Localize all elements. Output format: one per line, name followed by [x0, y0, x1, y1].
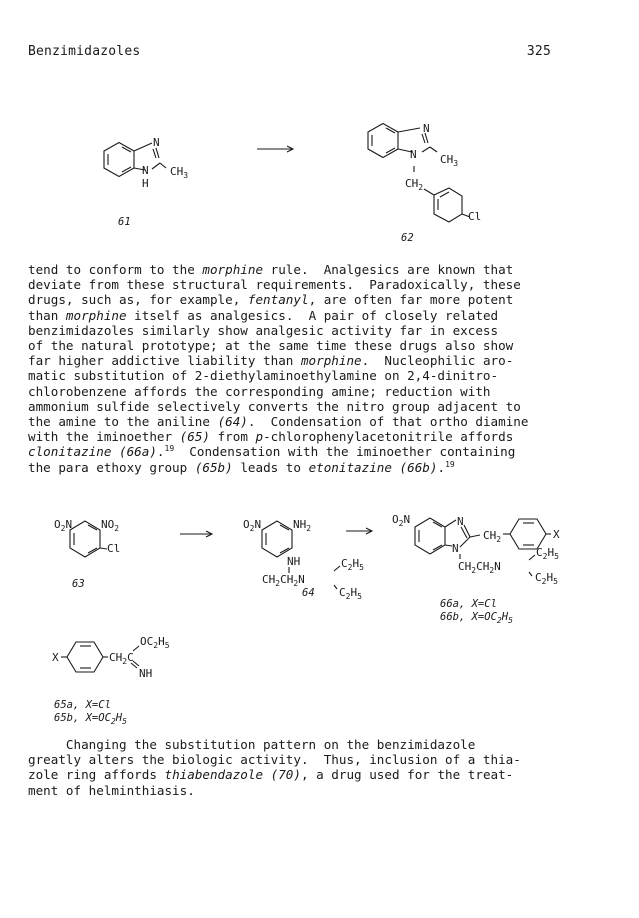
text-run: morphine — [202, 262, 264, 277]
text-run: thiabendazole (70) — [164, 767, 301, 783]
text-run: deviate from these structural requirements. Paradoxically, these — [28, 277, 521, 293]
running-title: Benzimidazoles — [28, 44, 141, 59]
text-run: leads to — [232, 459, 309, 475]
compound-label-65a: 65a, X=Cl — [54, 699, 111, 711]
group-CH2C: $CH_2C$ — [109, 651, 134, 666]
text-run: clonitazine (66a) — [28, 444, 157, 460]
substituent-X: X — [52, 651, 59, 664]
text-run: chlorobenzene affords the corresponding amine; reduction with — [28, 383, 491, 399]
group-C2H5: $C_2H_5$ — [535, 571, 558, 586]
reaction-arrow — [180, 531, 212, 537]
text-run: (65) — [179, 429, 210, 445]
compound-label-61: 61 — [118, 216, 131, 228]
text-run: the amine to the aniline — [28, 414, 218, 430]
text-run: drugs, such as, for example, — [28, 292, 248, 308]
compound-label-62: 62 — [401, 232, 414, 244]
text-line — [28, 752, 568, 767]
text-line — [28, 767, 568, 782]
atom-N: N — [423, 122, 430, 135]
group-O2N: $O_2N$ — [54, 518, 73, 533]
citation-ref: 19 — [445, 459, 455, 469]
atom-N: N — [153, 136, 160, 149]
text-run: benzimidazoles similarly show analgesic activity far in excess — [28, 322, 499, 338]
compound-label-66a: 66a, X=Cl — [440, 598, 497, 610]
text-run: etonitazine (66b) — [308, 459, 438, 475]
group-NH: NH — [287, 555, 301, 568]
text-run: (65b) — [194, 459, 233, 475]
text-run: matic substitution of 2-diethylaminoethylamine on 2,4-dinitro- — [28, 368, 499, 384]
text-run: zole ring affords — [28, 767, 165, 783]
text-run: p — [255, 429, 264, 445]
text-run: . Nucleophilic aro- — [361, 353, 514, 369]
body-paragraph-2 — [28, 737, 568, 798]
atom-Cl: Cl — [468, 210, 482, 223]
text-run: ment of helminthiasis. — [28, 782, 195, 798]
group-C2H5: $C_2H_5$ — [341, 557, 364, 572]
atom-N: N — [410, 148, 417, 161]
group-CH3: $CH_3$ — [170, 165, 189, 180]
text-run: , a drug used for the treat- — [300, 767, 514, 783]
group-CH2: $CH_2$ — [405, 177, 424, 192]
text-run: ammonium sulfide selectively converts the nitro group adjacent to — [28, 398, 521, 414]
page-number: 325 — [526, 44, 551, 59]
text-line — [28, 737, 568, 752]
atom-N: N — [142, 164, 149, 177]
group-NH: NH — [139, 667, 153, 680]
text-run: -chlorophenylacetonitrile affords — [263, 429, 514, 445]
text-run: the para ethoxy group — [28, 459, 195, 475]
text-run: , are often far more potent — [308, 292, 514, 308]
group-CH2: $CH_2$ — [483, 529, 502, 544]
group-C2H5: $C_2H_5$ — [339, 586, 362, 601]
text-run: itself as analgesics. A pair of closely related — [126, 307, 499, 323]
text-run: (64) — [217, 414, 248, 430]
text-run: greatly alters the biologic activity. Thus, inclusion of a thia- — [28, 752, 521, 768]
citation-ref: 19 — [164, 444, 175, 454]
text-run: . — [156, 444, 165, 460]
text-run: Changing the substitution pattern on the benzimidazole — [28, 737, 476, 752]
text-run: rule. Analgesics are known that — [263, 262, 514, 277]
text-run: morphine — [65, 307, 127, 323]
text-line — [28, 783, 568, 798]
substituent-X: X — [553, 528, 560, 541]
structure-64 — [243, 518, 364, 601]
group-O2N: $O_2N$ — [392, 513, 411, 528]
text-run: with the iminoether — [28, 429, 180, 445]
group-OC2H5: $OC_2H_5$ — [140, 635, 170, 650]
compound-label-66b: 66b, $X=OC_2H_5$ — [440, 611, 513, 625]
group-NO2: $NO_2$ — [101, 518, 120, 533]
group-C2H5: $C_2H_5$ — [536, 546, 559, 561]
atom-N: N — [457, 515, 464, 528]
group-CH2CH2N: $CH_2CH_2N$ — [458, 560, 501, 575]
text-run: tend to conform to the — [28, 262, 203, 277]
compound-label-64: 64 — [302, 587, 315, 599]
atom-N: N — [452, 542, 459, 555]
structure-63 — [54, 518, 120, 590]
text-run: than — [28, 307, 66, 323]
text-run: of the natural prototype; at the same time these drugs also show — [28, 338, 514, 354]
compound-label-63: 63 — [72, 578, 85, 590]
text-run: far higher addictive liability than — [28, 353, 301, 369]
structure-65 — [52, 635, 170, 726]
group-CH3: $CH_3$ — [440, 153, 459, 168]
text-run: morphine — [300, 353, 362, 369]
atom-Cl: Cl — [107, 542, 121, 555]
text-run: . Condensation of that ortho diamine — [247, 414, 529, 430]
text-run: . — [437, 459, 446, 475]
group-CH2CH2N: $CH_2CH_2N$ — [262, 573, 305, 588]
group-O2N: $O_2N$ — [243, 518, 262, 533]
structure-66 — [392, 513, 560, 625]
text-run: fentanyl — [247, 292, 309, 308]
text-run: Condensation with the iminoether containing — [174, 444, 516, 460]
atom-H: H — [142, 177, 149, 190]
text-run: from — [210, 429, 256, 445]
group-NH2: $NH_2$ — [293, 518, 312, 533]
compound-label-65b: 65b, $X=OC_2H_5$ — [54, 712, 127, 726]
reaction-arrow — [346, 528, 372, 534]
